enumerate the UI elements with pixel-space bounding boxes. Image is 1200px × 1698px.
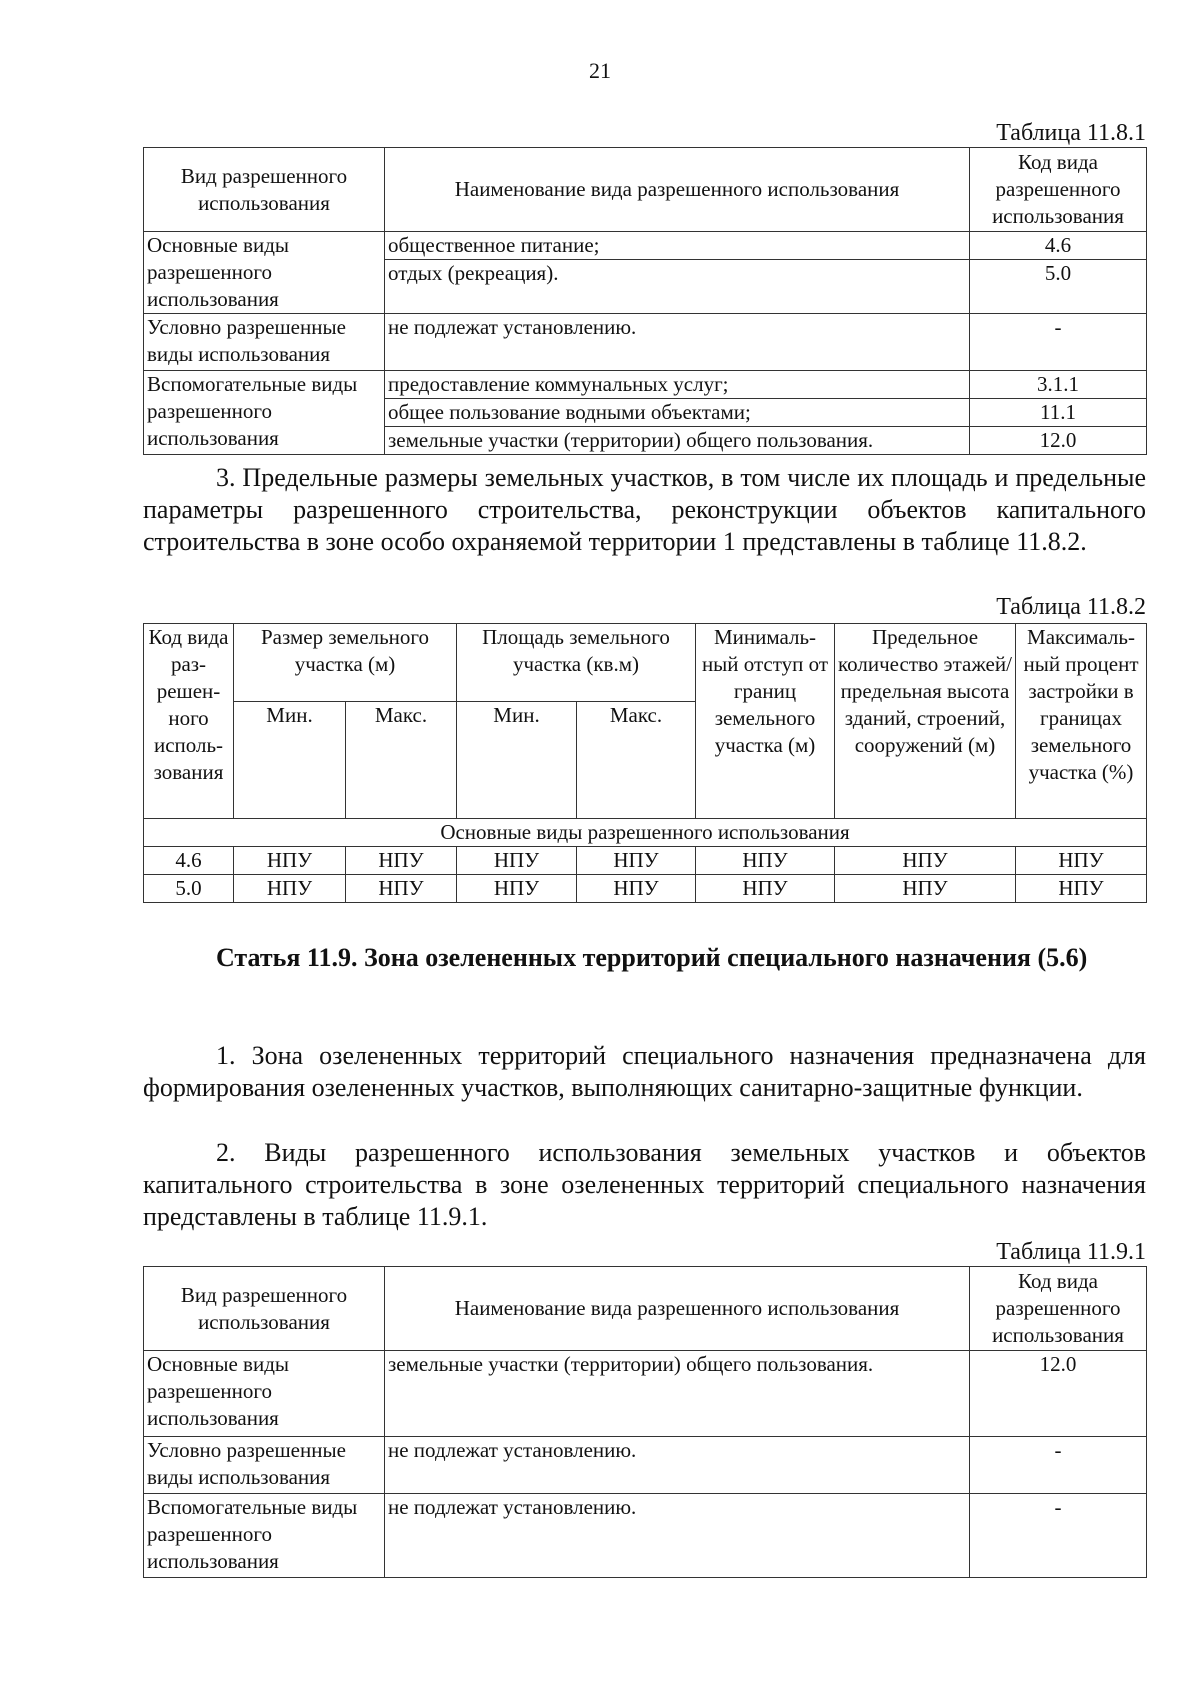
table-header-row — [144, 1267, 1147, 1351]
table-row — [144, 1494, 1147, 1578]
cell-size-min: НПУ — [234, 875, 346, 903]
header-area-min: Мин. — [457, 702, 577, 819]
cell-size-max: НПУ — [346, 875, 457, 903]
row-kind: Основные виды разрешенного использования — [144, 232, 385, 314]
cell-area-max: НПУ — [577, 875, 696, 903]
row-code: 4.6 — [970, 232, 1147, 260]
row-code: - — [970, 314, 1147, 371]
header-name: Наименование вида разрешенного использования — [385, 148, 970, 232]
row-kind: Вспомогательные виды разрешенного использования — [144, 371, 385, 455]
table-11-8-2-caption: Таблица 11.8.2 — [996, 594, 1146, 620]
row-code: - — [970, 1494, 1147, 1578]
cell-area-max: НПУ — [577, 847, 696, 875]
paragraph-2: 2. Виды разрешенного использования земельных участков и объектов капитального строительства в зоне озелененных территорий специального назначения представлены в таблице 11.9.1. — [143, 1138, 1146, 1231]
cell-floors: НПУ — [835, 875, 1016, 903]
row-kind: Основные виды разрешенного использования — [144, 1351, 385, 1437]
header-plot-area: Площадь земельного участка (кв.м) — [457, 624, 696, 702]
table-header-row — [144, 148, 1147, 232]
cell-setback: НПУ — [696, 875, 835, 903]
group-label: Основные виды разрешенного использования — [144, 819, 1147, 847]
group-row — [144, 819, 1147, 847]
table-row — [144, 1351, 1147, 1437]
row-name: общее пользование водными объектами; — [385, 399, 970, 427]
paragraph-1: 1. Зона озелененных территорий специального назначения предназначена для формирования озелененных участков, выполняющих санитарно-защитные функции. — [143, 1041, 1146, 1102]
table-row — [144, 847, 1147, 875]
row-name: отдых (рекреация). — [385, 260, 970, 314]
header-size-min: Мин. — [234, 702, 346, 819]
table-11-8-1 — [143, 147, 1147, 455]
row-kind: Условно разрешенные виды использования — [144, 1437, 385, 1494]
table-row — [144, 875, 1147, 903]
header-code: Код вида раз-решен-ного исполь-зования — [144, 624, 234, 819]
article-title: Статья 11.9. Зона озелененных территорий специального назначения (5.6) — [216, 943, 1088, 972]
table-header-row — [144, 624, 1147, 702]
row-name: не подлежат установлению. — [385, 1494, 970, 1578]
header-plot-size: Размер земельного участка (м) — [234, 624, 457, 702]
table-11-9-1-caption: Таблица 11.9.1 — [996, 1239, 1146, 1265]
row-code: 5.0 — [970, 260, 1147, 314]
row-name: не подлежат установлению. — [385, 1437, 970, 1494]
row-code: 11.1 — [970, 399, 1147, 427]
row-name: предоставление коммунальных услуг; — [385, 371, 970, 399]
cell-code: 4.6 — [144, 847, 234, 875]
header-name: Наименование вида разрешенного использования — [385, 1267, 970, 1351]
header-setback: Минималь-ный отступ от границ земельного участка (м) — [696, 624, 835, 819]
row-name: земельные участки (территории) общего пользования. — [385, 427, 970, 455]
row-code: 3.1.1 — [970, 371, 1147, 399]
header-code: Код вида разрешенного использования — [970, 1267, 1147, 1351]
cell-floors: НПУ — [835, 847, 1016, 875]
table-row — [144, 232, 1147, 260]
row-code: 12.0 — [970, 1351, 1147, 1437]
table-row — [144, 314, 1147, 371]
cell-size-min: НПУ — [234, 847, 346, 875]
header-area-max: Макс. — [577, 702, 696, 819]
cell-coverage: НПУ — [1016, 847, 1147, 875]
cell-area-min: НПУ — [457, 875, 577, 903]
cell-code: 5.0 — [144, 875, 234, 903]
header-size-max: Макс. — [346, 702, 457, 819]
cell-size-max: НПУ — [346, 847, 457, 875]
row-kind: Условно разрешенные виды использования — [144, 314, 385, 371]
paragraph-3: 3. Предельные размеры земельных участков, в том числе их площадь и предельные параметры разрешенного строительства, реконструкции объектов капитального строительства в зоне особо охраняемой территории 1 представлены в таблице 11.8.2. — [143, 463, 1146, 556]
cell-area-min: НПУ — [457, 847, 577, 875]
row-name: общественное питание; — [385, 232, 970, 260]
row-code: - — [970, 1437, 1147, 1494]
header-kind: Вид разрешенного использования — [144, 1267, 385, 1351]
cell-coverage: НПУ — [1016, 875, 1147, 903]
header-code: Код вида разрешенного использования — [970, 148, 1147, 232]
row-kind: Вспомогательные виды разрешенного использования — [144, 1494, 385, 1578]
row-name: не подлежат установлению. — [385, 314, 970, 371]
page-number: 21 — [589, 58, 611, 83]
row-name: земельные участки (территории) общего пользования. — [385, 1351, 970, 1437]
table-11-9-1 — [143, 1266, 1147, 1578]
table-11-8-1-caption: Таблица 11.8.1 — [996, 120, 1146, 146]
cell-setback: НПУ — [696, 847, 835, 875]
table-row — [144, 1437, 1147, 1494]
header-floors: Предельное количество этажей/ предельная высота зданий, строений, сооружений (м) — [835, 624, 1016, 819]
table-11-8-2 — [143, 623, 1147, 903]
header-coverage: Максималь-ный процент застройки в границах земельного участка (%) — [1016, 624, 1147, 819]
header-kind: Вид разрешенного использования — [144, 148, 385, 232]
row-code: 12.0 — [970, 427, 1147, 455]
table-row — [144, 371, 1147, 399]
